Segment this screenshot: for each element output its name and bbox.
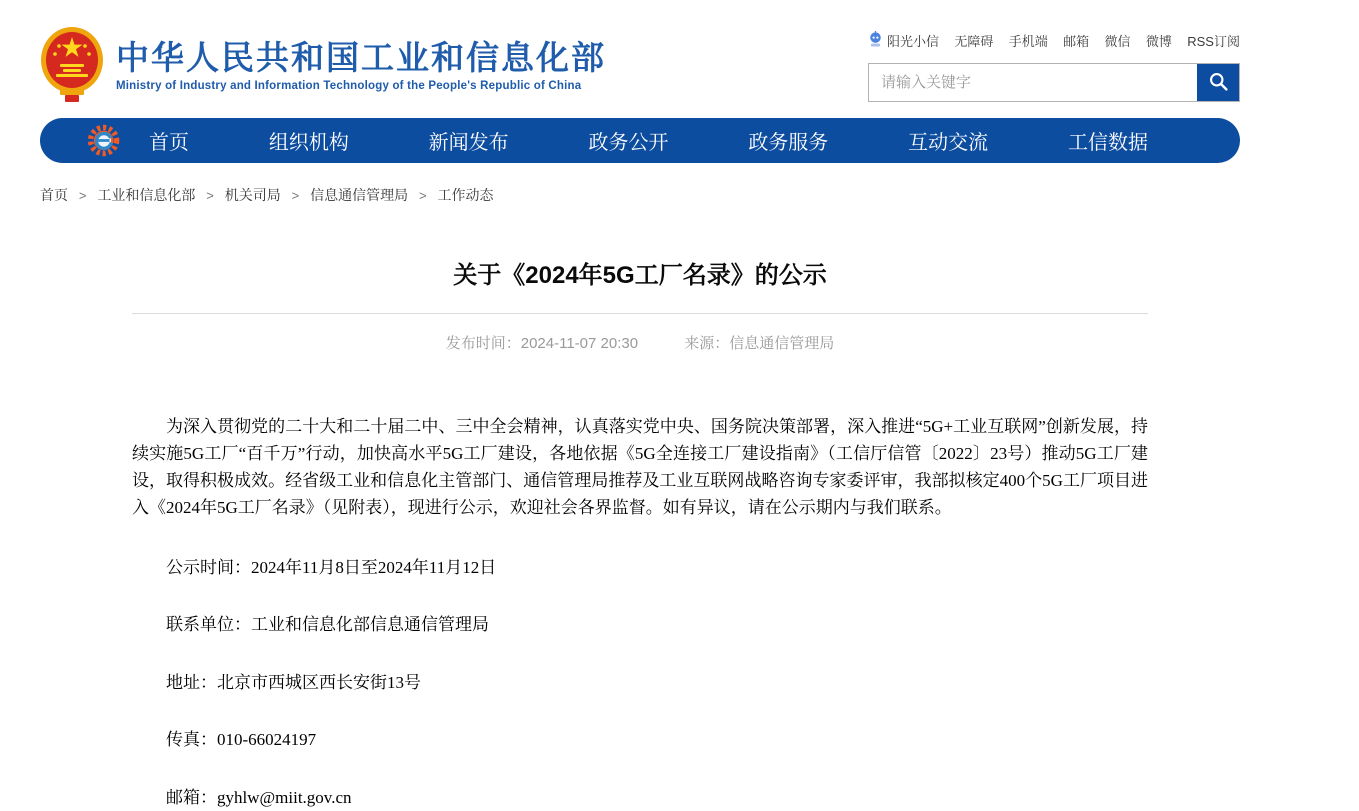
article [132, 255, 1148, 808]
breadcrumb-work-updates[interactable]: 工作动态 [437, 187, 494, 203]
nav-item-news[interactable]: 新闻发布 [428, 132, 509, 154]
chatbot-icon [868, 30, 883, 50]
address-line: 地址：北京市西城区西长安街13号 [166, 672, 421, 692]
link-mail[interactable]: 邮箱 [1063, 33, 1090, 49]
site-header [40, 0, 1240, 93]
quick-links [868, 30, 1240, 50]
national-emblem-icon [40, 24, 104, 108]
nav-item-gov-services[interactable]: 政务服务 [748, 132, 829, 154]
article-title: 关于《2024年5G工厂名录》的公示 [453, 262, 827, 289]
nav-items [149, 126, 1148, 155]
link-mobile[interactable]: 手机端 [1008, 33, 1048, 49]
nav-item-home[interactable]: 首页 [149, 132, 189, 154]
publicity-period-line: 公示时间：2024年11月8日至2024年11月12日 [166, 558, 497, 577]
main-nav [40, 118, 1240, 163]
link-rss[interactable]: RSS订阅 [1187, 33, 1240, 49]
search-button[interactable] [1197, 64, 1239, 101]
article-meta [132, 332, 1148, 353]
publish-time: 发布时间：2024-11-07 20:30 [445, 335, 639, 352]
header-right [868, 24, 1240, 102]
nav-item-interaction[interactable]: 互动交流 [908, 132, 989, 154]
link-wechat[interactable]: 微信 [1104, 33, 1131, 49]
article-paragraph: 为深入贯彻党的二十大和二十届二中、三中全会精神，认真落实党中央、国务院决策部署，深入推进“5G+工业互联网”创新发展，持续实施5G工厂“百千万”行动，加快高水平5G工厂建设，各地依据《5G全连接工厂建设指南》（工信厅信管〔2022〕23号）推动5G工厂建设，取得积极成效。经省级工业和信息化主管部门、通信管理局推荐及工业互联网战略咨询专家委评审，我部拟核定400个5G工厂项目进入《2024年5G工厂名录》（见附表），现进行公示，欢迎社会各界监督。如有异议，请在公示期内与我们联系。 [132, 417, 1148, 517]
breadcrumb-separator: > [78, 188, 87, 203]
search-box [868, 63, 1240, 102]
breadcrumb-home[interactable]: 首页 [40, 187, 68, 203]
breadcrumb-separator: > [419, 188, 427, 203]
link-accessibility[interactable]: 无障碍 [954, 33, 994, 49]
contact-unit-line: 联系单位：工业和信息化部信息通信管理局 [166, 615, 489, 635]
breadcrumb-miit[interactable]: 工业和信息化部 [97, 187, 196, 203]
site-brand[interactable] [40, 24, 606, 108]
search-icon [1208, 71, 1229, 95]
email-line: 邮箱：gyhlw@miit.gov.cn [166, 787, 352, 807]
site-title-cn: 中华人民共和国工业和信息化部 [116, 38, 606, 76]
breadcrumb-separator: > [291, 188, 300, 203]
miit-logo-icon [86, 122, 123, 159]
page-container [40, 0, 1240, 808]
site-title-en: Ministry of Industry and Information Technology of the People's Republic of China [116, 80, 582, 93]
link-yangguangxiaoxin[interactable]: 阳光小信 [868, 30, 939, 50]
search-input[interactable] [869, 64, 1197, 101]
breadcrumb [40, 185, 1240, 205]
nav-item-organization[interactable]: 组织机构 [268, 132, 349, 154]
nav-item-data[interactable]: 工信数据 [1067, 132, 1148, 154]
site-title-block [116, 40, 606, 92]
title-divider [132, 313, 1148, 314]
breadcrumb-bureaus[interactable]: 机关司局 [224, 187, 281, 203]
breadcrumb-separator: > [206, 188, 214, 203]
source: 来源：信息通信管理局 [684, 335, 835, 352]
link-weibo[interactable]: 微博 [1145, 33, 1172, 49]
breadcrumb-info-comm-bureau[interactable]: 信息通信管理局 [310, 187, 409, 203]
fax-line: 传真：010-66024197 [166, 730, 317, 750]
nav-item-gov-disclosure[interactable]: 政务公开 [588, 132, 669, 154]
